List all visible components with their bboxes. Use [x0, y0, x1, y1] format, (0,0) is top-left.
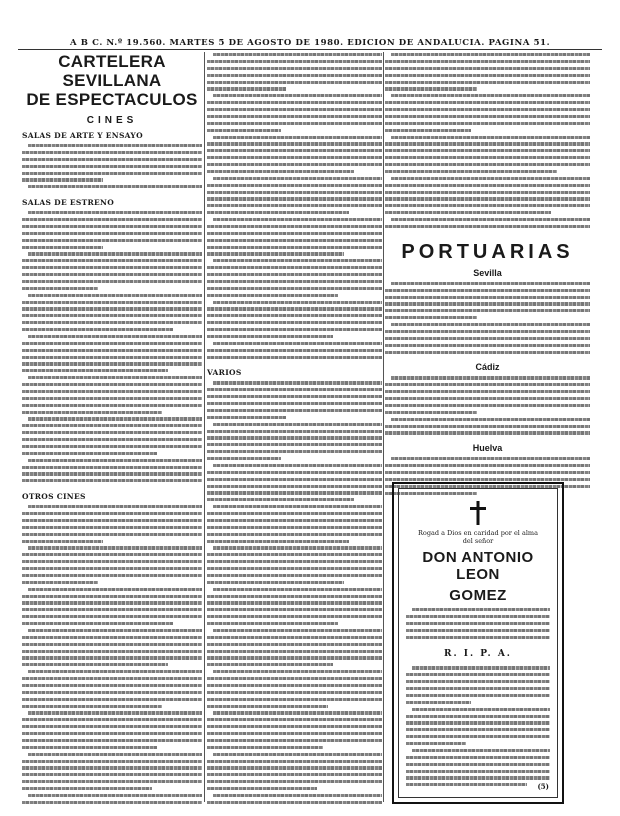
obituary-rip: R. I. P. A.	[444, 649, 512, 660]
section-cines: CINES	[86, 115, 138, 126]
text-block	[385, 52, 590, 233]
text-block	[22, 143, 202, 193]
section-salas-estreno: SALAS DE ESTRENO	[22, 198, 115, 208]
obituary-text	[399, 664, 557, 792]
section-salas-arte: SALAS DE ARTE Y ENSAYO	[22, 131, 143, 140]
portuarias-title: PORTUARIAS	[401, 240, 574, 263]
city-cadiz: Cádiz	[475, 362, 500, 373]
text-block	[207, 52, 382, 363]
section-varios: VARIOS	[207, 368, 242, 378]
text-block	[22, 504, 202, 806]
obituary-request-line: Rogad a Dios en caridad por el alma	[418, 529, 538, 537]
column-rule	[383, 52, 384, 802]
city-huelva: Huelva	[472, 443, 503, 454]
text-block	[207, 380, 382, 806]
text-block	[22, 210, 202, 487]
text-block	[385, 375, 590, 439]
text-block	[385, 281, 590, 359]
obituary-box	[392, 482, 564, 804]
header-rule	[18, 49, 602, 50]
page-header: A B C. N.º 19.560. MARTES 5 DE AGOSTO DE 1980. EDICION DE ANDALUCIA. PAGINA 51.	[70, 38, 551, 48]
obituary-inner-frame	[398, 488, 558, 798]
obituary-text	[399, 606, 557, 644]
column-listings	[207, 52, 382, 806]
column-cartelera	[22, 52, 202, 806]
cross-icon	[399, 499, 557, 529]
column-rule	[204, 52, 205, 802]
city-sevilla: Sevilla	[473, 267, 502, 278]
obituary-name-line1: DON ANTONIO LEON	[422, 549, 534, 583]
cartelera-title-line2: DE ESPECTACULOS	[26, 90, 198, 109]
obituary-number: (5)	[537, 782, 549, 791]
section-otros-cines: OTROS CINES	[22, 492, 86, 502]
obituary-name-line2: GOMEZ	[449, 587, 507, 604]
obituary-honorific: del señor	[462, 537, 494, 545]
cartelera-title-line1: CARTELERA SEVILLANA	[58, 52, 166, 90]
